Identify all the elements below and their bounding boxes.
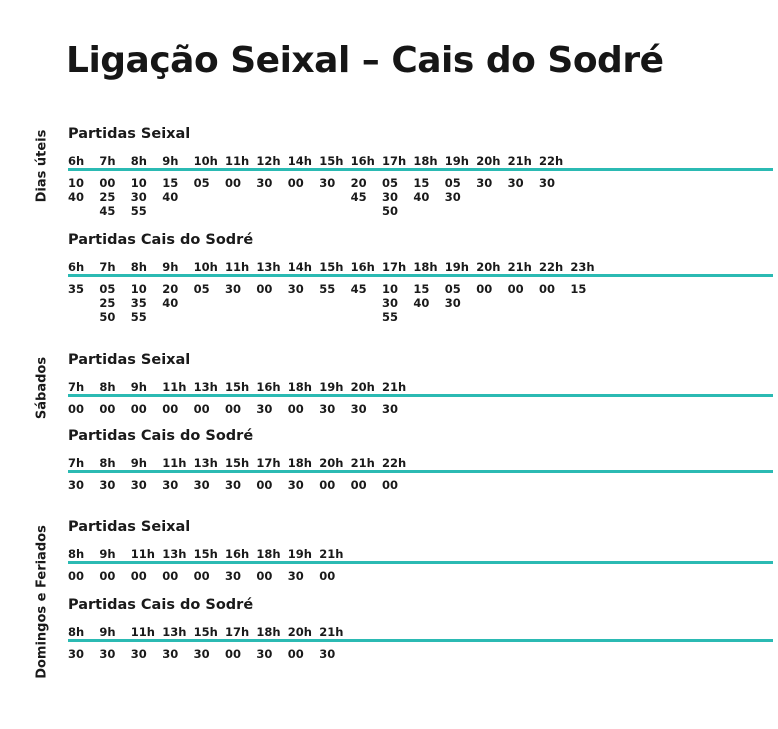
minute-value: 00 (225, 176, 242, 190)
minutes-cell (162, 402, 178, 416)
minutes-cell (68, 176, 84, 204)
hour-label: 18h (413, 260, 438, 274)
hour-label: 18h (287, 380, 312, 394)
hour-label: 16h (256, 380, 281, 394)
minute-value: 40 (162, 296, 179, 310)
hour-label: 18h (256, 547, 281, 561)
minutes-cell (99, 478, 115, 492)
minute-value: 00 (256, 282, 273, 296)
hour-label: 7h (68, 456, 85, 470)
minute-value: 35 (68, 282, 85, 296)
section-rule (68, 394, 773, 397)
minutes-cell (256, 402, 272, 416)
hour-label: 8h (68, 547, 85, 561)
minutes-cell (319, 282, 335, 296)
minutes-cell (508, 282, 524, 296)
minutes-cell (162, 478, 178, 492)
hour-label: 7h (68, 380, 85, 394)
minutes-cell (256, 282, 272, 296)
minute-value: 50 (99, 310, 116, 324)
hour-label: 8h (99, 456, 116, 470)
hour-label: 9h (99, 625, 116, 639)
hour-label: 9h (130, 456, 147, 470)
minute-value: 00 (99, 569, 116, 583)
minutes-cell (194, 647, 210, 661)
minute-value: 30 (382, 296, 399, 310)
minutes-cell (68, 282, 84, 296)
minute-value: 00 (68, 569, 85, 583)
minutes-cell (162, 647, 178, 661)
minute-value: 15 (413, 176, 430, 190)
minute-value: 30 (225, 478, 242, 492)
minute-value: 00 (539, 282, 556, 296)
hour-label: 9h (162, 260, 179, 274)
minutes-cell (256, 647, 272, 661)
minute-value: 00 (256, 569, 273, 583)
hour-label: 16h (225, 547, 250, 561)
hour-label: 10h (193, 154, 218, 168)
hour-label: 18h (413, 154, 438, 168)
minute-value: 30 (287, 478, 304, 492)
minute-value: 30 (68, 478, 85, 492)
section-rule (68, 274, 773, 277)
minute-value: 20 (162, 282, 179, 296)
hour-label: 19h (444, 154, 469, 168)
minute-value: 00 (130, 402, 147, 416)
minutes-cell (194, 569, 210, 583)
minutes-cell (288, 647, 304, 661)
minutes-cell (68, 569, 84, 583)
minutes-cell (319, 478, 335, 492)
minute-value: 00 (68, 402, 85, 416)
minutes-cell (445, 282, 461, 310)
minutes-cell (256, 569, 272, 583)
minute-value: 00 (256, 478, 273, 492)
minute-value: 30 (68, 647, 85, 661)
minute-value: 00 (193, 569, 210, 583)
minutes-cell (225, 647, 241, 661)
hour-label: 17h (382, 260, 407, 274)
minute-value: 40 (413, 296, 430, 310)
minute-value: 10 (68, 176, 85, 190)
minutes-cell (570, 282, 586, 296)
hour-label: 8h (130, 154, 147, 168)
day-group-label: Domingos e Feriados (34, 525, 50, 679)
minute-value: 30 (256, 176, 273, 190)
minute-value: 00 (99, 176, 116, 190)
section-rule (68, 470, 773, 473)
minute-value: 30 (319, 176, 336, 190)
minute-value: 00 (225, 402, 242, 416)
minute-value: 30 (99, 478, 116, 492)
minute-value: 25 (99, 296, 116, 310)
hour-label: 12h (256, 154, 281, 168)
minutes-cell (288, 569, 304, 583)
minute-value: 30 (539, 176, 556, 190)
hour-label: 15h (193, 547, 218, 561)
hour-label: 15h (225, 380, 250, 394)
minutes-cell (68, 478, 84, 492)
hour-label: 22h (539, 154, 564, 168)
minute-value: 00 (162, 402, 179, 416)
minutes-cell (99, 569, 115, 583)
hour-label: 21h (319, 547, 344, 561)
hour-label: 15h (193, 625, 218, 639)
minute-value: 10 (130, 282, 147, 296)
minute-value: 30 (130, 478, 147, 492)
minute-value: 00 (319, 569, 336, 583)
minute-value: 00 (225, 647, 242, 661)
minute-value: 05 (444, 176, 461, 190)
hour-label: 21h (350, 456, 375, 470)
section-title: Partidas Cais do Sodré (68, 597, 254, 613)
minute-value: 00 (287, 402, 304, 416)
minute-value: 30 (444, 190, 461, 204)
minute-value: 10 (130, 176, 147, 190)
minute-value: 30 (193, 647, 210, 661)
hour-label: 14h (287, 154, 312, 168)
hour-label: 20h (319, 456, 344, 470)
hour-label: 20h (350, 380, 375, 394)
hour-label: 6h (68, 154, 85, 168)
minute-value: 30 (130, 190, 147, 204)
minute-value: 15 (570, 282, 587, 296)
hour-label: 22h (539, 260, 564, 274)
hour-label: 13h (193, 456, 218, 470)
minutes-cell (131, 282, 147, 324)
minutes-cell (319, 569, 335, 583)
minutes-cell (319, 402, 335, 416)
minute-value: 30 (130, 647, 147, 661)
hour-label: 17h (382, 154, 407, 168)
minute-value: 30 (507, 176, 524, 190)
day-group-label: Sábados (34, 356, 50, 420)
minutes-cell (194, 478, 210, 492)
hour-label: 11h (130, 625, 155, 639)
minute-value: 30 (256, 402, 273, 416)
hour-label: 11h (225, 154, 250, 168)
minutes-cell (99, 282, 115, 324)
minutes-cell (382, 282, 398, 324)
minute-value: 30 (350, 402, 367, 416)
minute-value: 05 (444, 282, 461, 296)
hour-label: 18h (256, 625, 281, 639)
minutes-cell (194, 282, 210, 296)
hour-label: 20h (476, 260, 501, 274)
hour-label: 15h (225, 456, 250, 470)
section-title: Partidas Cais do Sodré (68, 428, 254, 444)
minutes-cell (162, 569, 178, 583)
minute-value: 15 (413, 282, 430, 296)
hour-label: 8h (68, 625, 85, 639)
minutes-cell (256, 478, 272, 492)
minute-value: 00 (130, 569, 147, 583)
minute-value: 00 (162, 569, 179, 583)
minute-value: 45 (99, 204, 116, 218)
minutes-cell (131, 176, 147, 218)
minute-value: 00 (287, 176, 304, 190)
minute-value: 30 (162, 478, 179, 492)
minutes-cell (225, 402, 241, 416)
hour-label: 14h (287, 260, 312, 274)
hour-label: 19h (444, 260, 469, 274)
minutes-cell (319, 647, 335, 661)
minute-value: 55 (319, 282, 336, 296)
minute-value: 40 (162, 190, 179, 204)
minute-value: 30 (476, 176, 493, 190)
minute-value: 00 (193, 402, 210, 416)
minute-value: 30 (319, 402, 336, 416)
minute-value: 05 (193, 282, 210, 296)
minutes-cell (162, 282, 178, 310)
minute-value: 30 (319, 647, 336, 661)
minute-value: 55 (382, 310, 399, 324)
minute-value: 30 (99, 647, 116, 661)
minutes-cell (288, 478, 304, 492)
minutes-cell (99, 176, 115, 218)
section-rule (68, 168, 773, 171)
hour-label: 9h (162, 154, 179, 168)
minute-value: 05 (382, 176, 399, 190)
minutes-cell (445, 176, 461, 204)
hour-label: 19h (287, 547, 312, 561)
minute-value: 05 (99, 282, 116, 296)
minutes-cell (131, 402, 147, 416)
hour-label: 9h (130, 380, 147, 394)
section-rule (68, 561, 773, 564)
minutes-cell (225, 569, 241, 583)
minute-value: 20 (350, 176, 367, 190)
minutes-cell (539, 282, 555, 296)
section-title: Partidas Seixal (68, 519, 191, 535)
hour-label: 23h (570, 260, 595, 274)
minutes-cell (256, 176, 272, 190)
minutes-cell (288, 176, 304, 190)
hour-label: 18h (287, 456, 312, 470)
minute-value: 30 (382, 190, 399, 204)
minutes-cell (351, 176, 367, 204)
hour-label: 9h (99, 547, 116, 561)
minutes-cell (382, 176, 398, 218)
hour-label: 22h (382, 456, 407, 470)
minutes-cell (68, 402, 84, 416)
minutes-cell (99, 647, 115, 661)
minute-value: 10 (382, 282, 399, 296)
minutes-cell (194, 402, 210, 416)
minute-value: 55 (130, 310, 147, 324)
hour-label: 13h (193, 380, 218, 394)
section-title: Partidas Seixal (68, 352, 191, 368)
minutes-cell (476, 176, 492, 190)
minute-value: 30 (225, 282, 242, 296)
minute-value: 55 (130, 204, 147, 218)
hour-label: 15h (319, 154, 344, 168)
minute-value: 30 (256, 647, 273, 661)
minutes-cell (225, 282, 241, 296)
hour-label: 13h (162, 625, 187, 639)
minutes-cell (351, 478, 367, 492)
page-title: Ligação Seixal – Cais do Sodré (66, 40, 664, 81)
minute-value: 50 (382, 204, 399, 218)
minute-value: 00 (99, 402, 116, 416)
hour-label: 11h (130, 547, 155, 561)
hour-label: 16h (350, 154, 375, 168)
hour-label: 21h (382, 380, 407, 394)
section-rule (68, 639, 773, 642)
minutes-cell (225, 478, 241, 492)
minutes-cell (382, 478, 398, 492)
minute-value: 30 (444, 296, 461, 310)
minutes-cell (539, 176, 555, 190)
minute-value: 00 (507, 282, 524, 296)
minutes-cell (194, 176, 210, 190)
minute-value: 00 (350, 478, 367, 492)
minute-value: 40 (413, 190, 430, 204)
minutes-cell (131, 478, 147, 492)
minutes-cell (413, 176, 429, 204)
hour-label: 7h (99, 154, 116, 168)
minute-value: 30 (287, 282, 304, 296)
minute-value: 30 (162, 647, 179, 661)
minute-value: 00 (319, 478, 336, 492)
hour-label: 10h (193, 260, 218, 274)
hour-label: 21h (507, 260, 532, 274)
minute-value: 30 (225, 569, 242, 583)
hour-label: 11h (162, 380, 187, 394)
minutes-cell (288, 282, 304, 296)
hour-label: 17h (225, 625, 250, 639)
hour-label: 13h (162, 547, 187, 561)
minute-value: 40 (68, 190, 85, 204)
hour-label: 19h (319, 380, 344, 394)
minutes-cell (68, 647, 84, 661)
minutes-cell (131, 569, 147, 583)
hour-label: 15h (319, 260, 344, 274)
minutes-cell (319, 176, 335, 190)
hour-label: 21h (319, 625, 344, 639)
minute-value: 30 (382, 402, 399, 416)
hour-label: 11h (225, 260, 250, 274)
minute-value: 45 (350, 190, 367, 204)
hour-label: 7h (99, 260, 116, 274)
minute-value: 25 (99, 190, 116, 204)
day-group-label: Dias úteis (34, 129, 50, 203)
hour-label: 20h (287, 625, 312, 639)
minutes-cell (508, 176, 524, 190)
minute-value: 15 (162, 176, 179, 190)
hour-label: 11h (162, 456, 187, 470)
minutes-cell (225, 176, 241, 190)
minutes-cell (413, 282, 429, 310)
hour-label: 16h (350, 260, 375, 274)
hour-label: 8h (130, 260, 147, 274)
minutes-cell (382, 402, 398, 416)
minute-value: 05 (193, 176, 210, 190)
minute-value: 30 (287, 569, 304, 583)
minutes-cell (351, 282, 367, 296)
section-title: Partidas Seixal (68, 126, 191, 142)
section-title: Partidas Cais do Sodré (68, 232, 254, 248)
minute-value: 00 (382, 478, 399, 492)
hour-label: 20h (476, 154, 501, 168)
minutes-cell (99, 402, 115, 416)
minutes-cell (476, 282, 492, 296)
hour-label: 21h (507, 154, 532, 168)
minute-value: 00 (287, 647, 304, 661)
hour-label: 17h (256, 456, 281, 470)
hour-label: 8h (99, 380, 116, 394)
hour-label: 6h (68, 260, 85, 274)
minute-value: 30 (193, 478, 210, 492)
minutes-cell (162, 176, 178, 204)
minutes-cell (288, 402, 304, 416)
minute-value: 35 (130, 296, 147, 310)
minute-value: 00 (476, 282, 493, 296)
minutes-cell (131, 647, 147, 661)
minute-value: 45 (350, 282, 367, 296)
hour-label: 13h (256, 260, 281, 274)
minutes-cell (351, 402, 367, 416)
